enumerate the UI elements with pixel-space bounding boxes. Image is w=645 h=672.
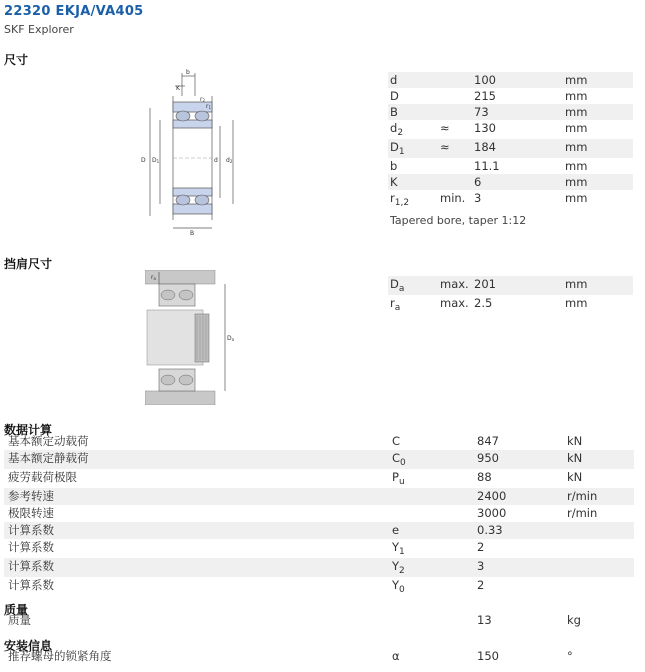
calc-label: 计算系数: [8, 559, 54, 573]
calc-row: [4, 648, 634, 665]
calc-value: 950: [477, 451, 499, 465]
calc-label: 推荐螺母的锁紧角度: [8, 649, 112, 663]
spec-value: 2.5: [474, 296, 493, 310]
spec-unit: mm: [565, 277, 588, 291]
calc-value: 88: [477, 470, 492, 484]
calc-symbol: $Y_0$: [392, 578, 405, 595]
calc-label: 质量: [8, 613, 31, 627]
calc-label: 基本额定动载荷: [8, 434, 89, 448]
dim-label-r1: r1: [206, 103, 212, 110]
calc-label: 极限转速: [8, 506, 54, 520]
abutment-diagram: [145, 270, 235, 405]
spec-qualifier: ≈: [440, 140, 450, 154]
spec-qualifier: max.: [440, 296, 469, 310]
spec-unit: mm: [565, 73, 588, 87]
dim-label-ra: ra: [151, 274, 156, 281]
dim-label-d: d: [214, 157, 218, 164]
spec-row: [388, 276, 633, 295]
calc-value: 2: [477, 578, 485, 592]
calc-unit: r/min: [567, 489, 598, 503]
calc-label: 计算系数: [8, 578, 54, 592]
dim-label-D: D: [141, 157, 146, 164]
spec-row: [388, 174, 633, 190]
calc-row: [4, 612, 634, 629]
calc-label: 计算系数: [8, 523, 54, 537]
spec-value: 6: [474, 175, 482, 189]
calculation-table: [4, 433, 634, 596]
calc-row: [4, 522, 634, 539]
spec-row: [388, 139, 633, 158]
spec-row: [388, 158, 633, 174]
spec-symbol: $r_{1,2}$: [390, 191, 410, 208]
calculation-heading: 数据计算: [4, 423, 53, 437]
spec-symbol: d: [390, 73, 398, 87]
dim-label-K: K: [176, 85, 180, 92]
spec-unit: mm: [565, 105, 588, 119]
spec-unit: mm: [565, 175, 588, 189]
calc-row: [4, 488, 634, 505]
calc-symbol: α: [392, 649, 400, 663]
dim-label-D1: D1: [152, 157, 160, 164]
dimensions-table: [388, 72, 633, 209]
spec-unit: mm: [565, 159, 588, 173]
spec-row: [388, 295, 633, 314]
mass-heading: 质量: [4, 603, 29, 617]
calc-row: [4, 505, 634, 522]
spec-qualifier: min.: [440, 191, 466, 205]
bearing-cross-section-diagram: [130, 68, 245, 238]
spec-symbol: $d_2$: [390, 121, 404, 138]
spec-unit: mm: [565, 296, 588, 310]
spec-value: 130: [474, 121, 496, 135]
dimensions-heading: 尺寸: [4, 53, 29, 67]
calc-value: 13: [477, 613, 492, 627]
calc-row: [4, 539, 634, 558]
spec-row: [388, 190, 633, 209]
spec-symbol: $r_a$: [390, 296, 401, 313]
calc-symbol: C: [392, 434, 401, 448]
mounting-table: [4, 648, 634, 665]
spec-row: [388, 72, 633, 88]
spec-unit: mm: [565, 140, 588, 154]
spec-value: 201: [474, 277, 496, 291]
dim-label-Da: Da: [227, 335, 235, 342]
calc-value: 0.33: [477, 523, 503, 537]
spec-symbol: K: [390, 175, 398, 189]
spec-qualifier: ≈: [440, 121, 450, 135]
page-title: 22320 EKJA/VA405: [4, 4, 144, 19]
calc-value: 3000: [477, 506, 507, 520]
calc-label: 基本额定静载荷: [8, 451, 89, 465]
abutment-bearing-bottom: [159, 369, 195, 391]
spec-value: 184: [474, 140, 496, 154]
calc-unit: r/min: [567, 506, 598, 520]
spec-qualifier: max.: [440, 277, 469, 291]
calc-symbol: $P_u$: [392, 470, 405, 487]
spec-value: 11.1: [474, 159, 500, 173]
calc-symbol: $Y_1$: [392, 540, 405, 557]
spec-unit: mm: [565, 121, 588, 135]
calc-unit: kN: [567, 470, 583, 484]
calc-value: 3: [477, 559, 485, 573]
spec-value: 100: [474, 73, 496, 87]
spec-unit: mm: [565, 89, 588, 103]
calc-value: 150: [477, 649, 499, 663]
calc-symbol: $C_0$: [392, 451, 406, 468]
calc-value: 847: [477, 434, 499, 448]
calc-symbol: e: [392, 523, 400, 537]
calc-label: 参考转速: [8, 489, 54, 503]
spec-row: [388, 120, 633, 139]
spec-row: [388, 88, 633, 104]
calc-row: [4, 558, 634, 577]
bore-note: Tapered bore, taper 1:12: [390, 214, 527, 227]
calc-unit: kN: [567, 451, 583, 465]
abutment-table: [388, 276, 633, 314]
calc-unit: kN: [567, 434, 583, 448]
spec-symbol: D: [390, 89, 399, 103]
spec-value: 3: [474, 191, 482, 205]
spec-symbol: b: [390, 159, 398, 173]
spec-value: 215: [474, 89, 496, 103]
dim-label-r2: r2: [200, 96, 206, 103]
abutment-heading: 挡肩尺寸: [4, 257, 53, 271]
dim-label-d2: d2: [226, 157, 233, 164]
bearing-bottom-half: [173, 188, 212, 214]
calc-unit: kg: [567, 613, 581, 627]
spec-symbol: $D_a$: [390, 277, 405, 294]
abutment-bearing-top: [159, 284, 195, 306]
calc-unit: °: [567, 649, 573, 663]
calc-label: 疲劳载荷极限: [8, 470, 77, 484]
spec-value: 73: [474, 105, 489, 119]
calc-label: 计算系数: [8, 540, 54, 554]
calc-value: 2: [477, 540, 485, 554]
spec-symbol: B: [390, 105, 398, 119]
mounting-heading: 安装信息: [4, 639, 53, 653]
page-subtitle: SKF Explorer: [4, 23, 74, 36]
spec-row: [388, 104, 633, 120]
spec-symbol: $D_1$: [390, 140, 405, 157]
calc-row: [4, 433, 634, 450]
dim-label-B: B: [190, 230, 195, 237]
calc-row: [4, 577, 634, 596]
calc-row: [4, 469, 634, 488]
calc-value: 2400: [477, 489, 507, 503]
calc-row: [4, 450, 634, 469]
calc-symbol: $Y_2$: [392, 559, 405, 576]
mass-table: [4, 612, 634, 629]
spec-unit: mm: [565, 191, 588, 205]
dim-label-b: b: [186, 69, 190, 76]
